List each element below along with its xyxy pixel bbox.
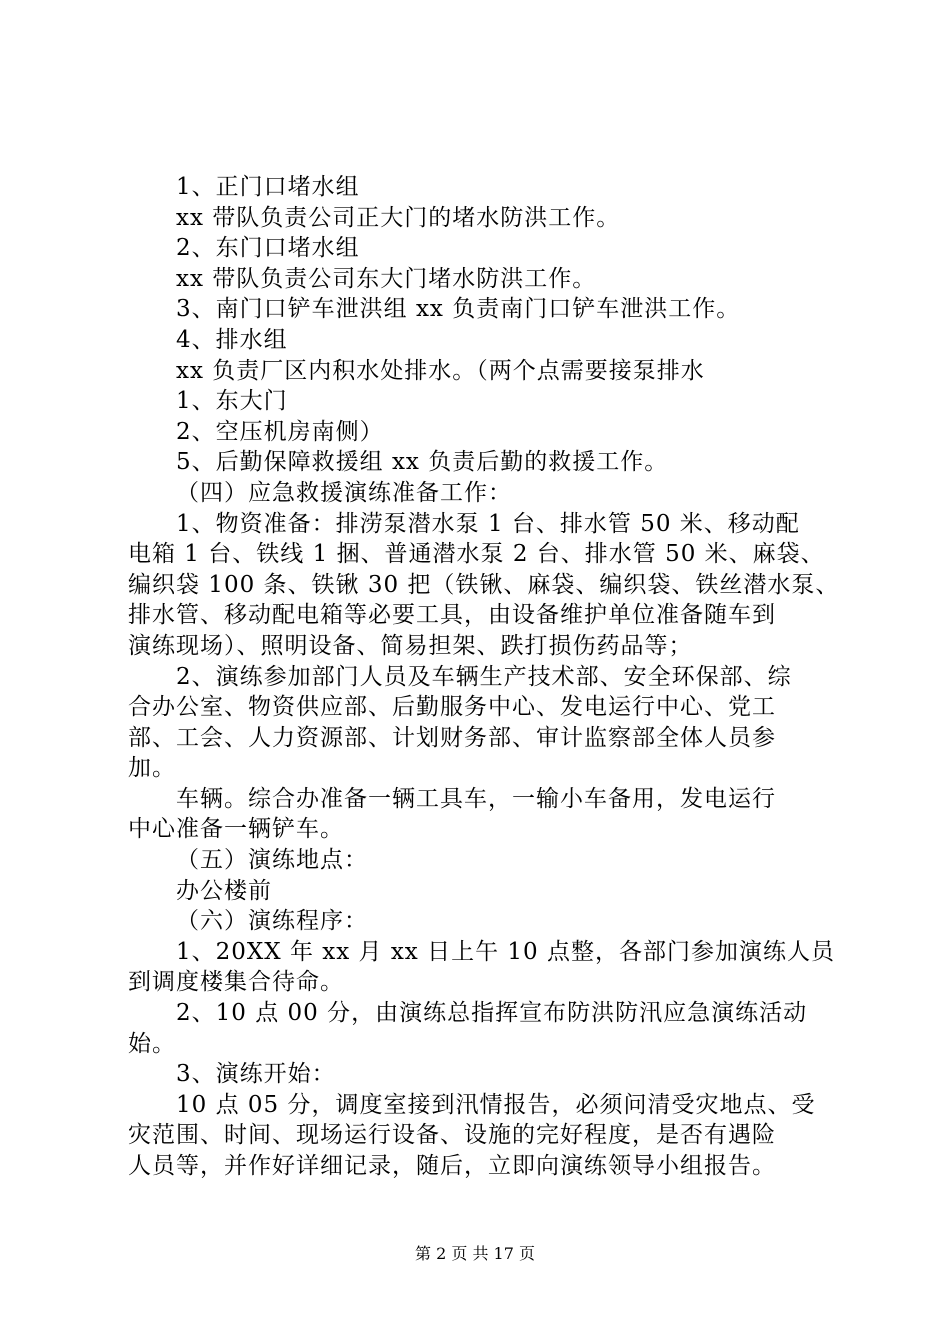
text-line: （五）演练地点： (176, 847, 368, 874)
text-line: xx 带队负责公司正大门的堵水防洪工作。 (176, 204, 621, 231)
text-line: 灾范围、时间、现场运行设备、设施的完好程度，是否有遇险 (128, 1122, 776, 1149)
text-line: 演练现场）、照明设备、简易担架、跌打损伤药品等； (128, 632, 693, 659)
text-line: 3、演练开始： (176, 1061, 336, 1088)
text-line: 编织袋 100 条、铁锹 30 把（铁锹、麻袋、编织袋、铁丝潜水泵、 (128, 571, 840, 598)
text-line: 4、排水组 (176, 326, 288, 353)
text-line: 加。 (128, 755, 176, 782)
text-line: 1、20XX 年 xx 月 xx 日上午 10 点整，各部门参加演练人员 (176, 938, 835, 965)
text-line: 10 点 05 分，调度室接到汛情报告，必须问清受灾地点、受 (176, 1091, 816, 1118)
text-line: 办公楼前 (176, 877, 272, 904)
text-line: 到调度楼集合待命。 (128, 969, 344, 996)
text-line: xx 带队负责公司东大门堵水防洪工作。 (176, 265, 597, 292)
text-line: 2、空压机房南侧） (176, 418, 384, 445)
text-line: xx 负责厂区内积水处排水。（两个点需要接泵排水 (176, 357, 705, 384)
text-line: （四）应急救援演练准备工作： (176, 479, 512, 506)
text-line: 1、正门口堵水组 (176, 174, 360, 200)
text-line: 部、工会、人力资源部、计划财务部、审计监察部全体人员参 (128, 724, 776, 751)
page-footer: 第 2 页 共 17 页 (415, 1244, 535, 1263)
text-line: 电箱 1 台、铁线 1 捆、普通潜水泵 2 台、排水管 50 米、麻袋、 (128, 541, 825, 568)
text-line: 合办公室、物资供应部、后勤服务中心、发电运行中心、党工 (128, 694, 776, 721)
text-line: 2、东门口堵水组 (176, 235, 360, 262)
text-line: 5、后勤保障救援组 xx 负责后勤的救援工作。 (176, 449, 669, 476)
text-line: 始。 (128, 1030, 176, 1057)
text-line: 2、10 点 00 分，由演练总指挥宣布防洪防汛应急演练活动 (176, 1000, 808, 1027)
text-line: （六）演练程序： (176, 908, 368, 935)
text-line: 1、东大门 (176, 388, 288, 415)
text-line: 排水管、移动配电箱等必要工具，由设备维护单位准备随车到 (128, 602, 776, 629)
document-body (128, 172, 840, 1182)
text-line: 中心准备一辆铲车。 (128, 816, 344, 843)
text-line: 人员等，并作好详细记录，随后，立即向演练领导小组报告。 (128, 1153, 776, 1179)
text-line: 2、演练参加部门人员及车辆生产技术部、安全环保部、综 (176, 663, 792, 690)
text-line: 车辆。综合办准备一辆工具车，一输小车备用，发电运行 (176, 785, 776, 812)
text-line: 1、物资准备：排涝泵潜水泵 1 台、排水管 50 米、移动配 (176, 510, 800, 537)
text-line: 3、南门口铲车泄洪组 xx 负责南门口铲车泄洪工作。 (176, 296, 741, 323)
